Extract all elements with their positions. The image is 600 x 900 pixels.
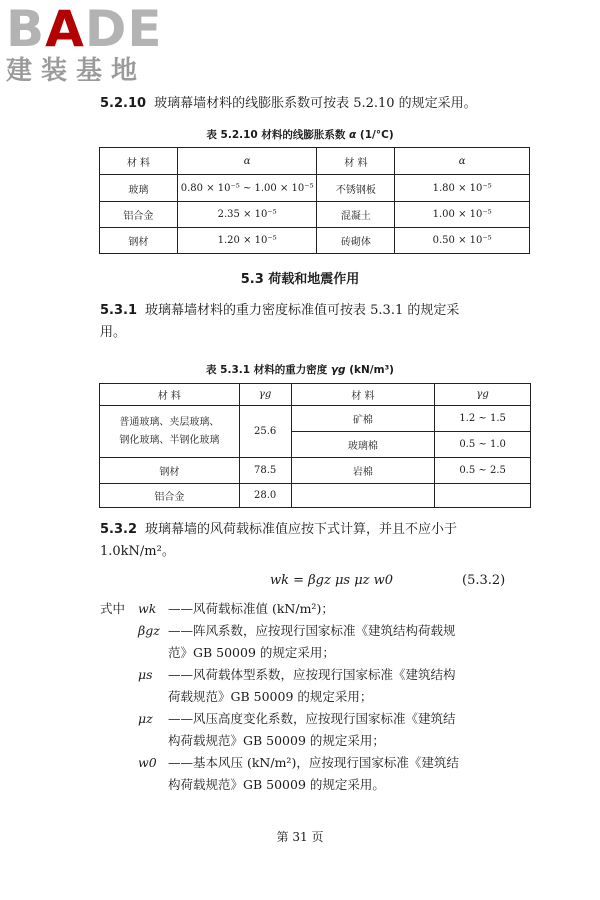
definition-line: ——风荷载体型系数，应按现行国家标准《建筑结构	[168, 667, 456, 682]
definition-line: ——阵风系数，应按现行国家标准《建筑结构荷载规	[168, 623, 456, 638]
table-cell: 1.20 × 10⁻⁵	[177, 228, 317, 254]
definition-line: 构荷载规范》GB 50009 的规定采用。	[168, 777, 385, 792]
where-label: 式中	[100, 601, 126, 616]
table-cell: 28.0	[239, 484, 291, 508]
clause-number: 5.3.2	[100, 522, 138, 537]
formula: wk = βgz μs μz w0	[270, 573, 394, 588]
logo-text: BADE	[6, 0, 163, 58]
definition-line: 构荷载规范》GB 50009 的规定采用；	[168, 733, 385, 748]
symbol: wk	[138, 601, 157, 616]
table-cell-empty	[435, 484, 531, 508]
clause-text: 玻璃幕墙材料的重力密度标准值可按表 5.3.1 的规定采	[145, 303, 460, 318]
table-5-3-1	[99, 383, 531, 508]
definition-uz	[138, 708, 538, 752]
symbol: βgz	[138, 623, 160, 638]
equation-number: (5.3.2)	[462, 573, 506, 588]
clause-5-2-10	[100, 93, 477, 115]
table-5-3-1-caption: 表 5.3.1 材料的重力密度 γg (kN/m³)	[206, 364, 394, 376]
table-cell: 钢材	[100, 458, 240, 484]
table-5-2-10	[99, 147, 530, 254]
clause-5-3-1	[100, 300, 540, 344]
header-cell: α	[177, 148, 317, 175]
table-cell: 铝合金	[100, 484, 240, 508]
header-cell: 材 料	[100, 148, 178, 175]
definition-line: 范》GB 50009 的规定采用；	[168, 645, 335, 660]
table-cell	[100, 406, 240, 458]
clause-text-continued: 1.0kN/m²。	[100, 544, 175, 559]
table-row	[100, 406, 531, 432]
definition-bgz	[138, 620, 538, 664]
clause-text: 玻璃幕墙的风荷载标准值应按下式计算，并且不应小于	[145, 522, 458, 537]
table-cell: 铝合金	[100, 202, 178, 228]
table-row	[100, 202, 530, 228]
definition-w0	[138, 752, 538, 796]
page-number: 第 31 页	[276, 830, 324, 844]
section-heading: 5.3 荷载和地震作用	[240, 272, 360, 287]
symbol-definitions	[138, 598, 538, 796]
table-cell: 矿棉	[291, 406, 435, 432]
table-cell: 玻璃棉	[291, 432, 435, 458]
table-row	[100, 175, 530, 202]
table-row	[100, 458, 531, 484]
header-cell: α	[395, 148, 530, 175]
table-cell: 砖砌体	[317, 228, 395, 254]
logo-subtitle: 建装基地	[6, 56, 147, 86]
table-cell: 岩棉	[291, 458, 435, 484]
clause-text-continued: 用。	[100, 325, 127, 340]
definition-line: 荷载规范》GB 50009 的规定采用；	[168, 689, 373, 704]
table-header-row	[100, 148, 530, 175]
symbol: w0	[138, 755, 157, 770]
header-cell: 材 料	[317, 148, 395, 175]
table-cell: 不锈钢板	[317, 175, 395, 202]
clause-number: 5.3.1	[100, 303, 138, 318]
clause-number: 5.2.10	[100, 96, 147, 111]
symbol: μs	[138, 667, 153, 682]
table-cell: 1.80 × 10⁻⁵	[395, 175, 530, 202]
header-cell: γg	[239, 384, 291, 406]
table-row	[100, 484, 531, 508]
table-cell: 混凝土	[317, 202, 395, 228]
site-logo	[6, 0, 163, 86]
header-cell: γg	[435, 384, 531, 406]
table-cell: 25.6	[239, 406, 291, 458]
clause-5-3-2	[100, 519, 540, 563]
table-row	[100, 228, 530, 254]
table-cell: 0.80 × 10⁻⁵ ~ 1.00 × 10⁻⁵	[177, 175, 317, 202]
table-cell: 0.5 ~ 2.5	[435, 458, 531, 484]
table-cell: 1.00 × 10⁻⁵	[395, 202, 530, 228]
table-cell: 78.5	[239, 458, 291, 484]
definition-line: ——风荷载标准值 (kN/m²)；	[168, 601, 334, 616]
symbol: μz	[138, 711, 153, 726]
table-cell: 玻璃	[100, 175, 178, 202]
header-cell: 材 料	[100, 384, 240, 406]
table-5-2-10-caption: 表 5.2.10 材料的线膨胀系数 α (1/°C)	[206, 129, 394, 141]
header-cell: 材 料	[291, 384, 435, 406]
definition-wk	[138, 598, 538, 620]
definition-line: ——风压高度变化系数，应按现行国家标准《建筑结	[168, 711, 456, 726]
definition-us	[138, 664, 538, 708]
cell-line: 普通玻璃、夹层玻璃、	[119, 416, 220, 428]
clause-text: 玻璃幕墙材料的线膨胀系数可按表 5.2.10 的规定采用。	[154, 96, 477, 111]
table-cell: 0.50 × 10⁻⁵	[395, 228, 530, 254]
table-cell: 0.5 ~ 1.0	[435, 432, 531, 458]
table-header-row	[100, 384, 531, 406]
table-cell: 钢材	[100, 228, 178, 254]
table-cell: 2.35 × 10⁻⁵	[177, 202, 317, 228]
table-cell: 1.2 ~ 1.5	[435, 406, 531, 432]
definition-line: ——基本风压 (kN/m²)，应按现行国家标准《建筑结	[168, 755, 459, 770]
table-cell-empty	[291, 484, 435, 508]
cell-line: 钢化玻璃、半钢化玻璃	[119, 434, 220, 446]
